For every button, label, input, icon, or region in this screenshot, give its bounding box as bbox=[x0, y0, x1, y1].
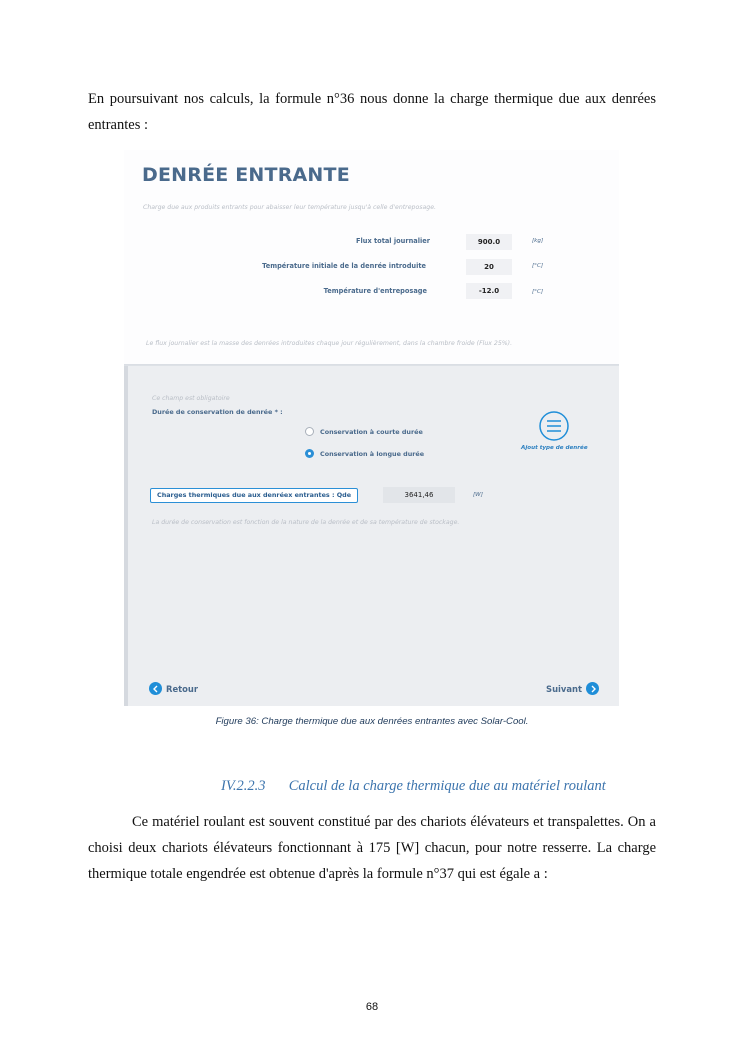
radio-label-longue[interactable]: Conservation à longue durée bbox=[320, 450, 425, 458]
list-menu-icon[interactable] bbox=[538, 410, 570, 442]
figure-caption: Figure 36: Charge thermique due aux denrées entrantes avec Solar-Cool. bbox=[215, 716, 529, 727]
result-label: Charges thermiques due aux denréex entrantes : Qde bbox=[150, 488, 358, 503]
duration-note: La durée de conservation est fonction de la nature de la denrée et de sa température de stockage. bbox=[152, 519, 460, 526]
temp-entreposage-unit: [°C] bbox=[532, 289, 544, 295]
section-heading bbox=[221, 778, 606, 795]
back-button[interactable] bbox=[149, 682, 198, 695]
result-unit: [W] bbox=[473, 492, 483, 498]
temp-initiale-unit: [°C] bbox=[532, 263, 544, 269]
flux-note: Le flux journalier est la masse des denrées introduites chaque jour régulièrement, dans la chambre froide (Flux 25%). bbox=[146, 340, 513, 347]
result-value: 3641,46 bbox=[383, 487, 455, 503]
chevron-left-icon bbox=[149, 682, 162, 695]
radio-label-courte[interactable]: Conservation à courte durée bbox=[320, 428, 423, 436]
flux-unit: [kg] bbox=[532, 238, 544, 244]
panel-subtitle: Charge due aux produits entrants pour abaisser leur température jusqu'à celle d'entreposage. bbox=[143, 204, 436, 211]
add-type-label[interactable]: Ajout type de denrée bbox=[521, 445, 588, 451]
duration-label: Durée de conservation de denrée * : bbox=[152, 408, 283, 416]
panel-title: DENRÉE ENTRANTE bbox=[142, 164, 350, 186]
app-screenshot bbox=[124, 150, 619, 706]
radio-courte-duree[interactable] bbox=[305, 427, 314, 436]
radio-longue-duree[interactable] bbox=[305, 449, 314, 458]
next-button[interactable] bbox=[546, 682, 599, 695]
flux-input[interactable]: 900.0 bbox=[466, 234, 512, 250]
body-paragraph: Ce matériel roulant est souvent constitué par des chariots élévateurs et transpalettes. On a choisi deux chariots élévateurs fonctionnant à 175 [W] chacun, pour notre resserre. La charge thermique totale engendrée est obtenue d'après la formule n°37 qui est égale a : bbox=[88, 814, 656, 882]
temp-initiale-input[interactable]: 20 bbox=[466, 259, 512, 275]
required-note: Ce champ est obligatoire bbox=[152, 395, 230, 402]
chevron-right-icon bbox=[586, 682, 599, 695]
denree-entrante-panel bbox=[124, 150, 619, 364]
field-label-flux: Flux total journalier bbox=[356, 237, 430, 245]
intro-paragraph: En poursuivant nos calculs, la formule n°36 nous donne la charge thermique due aux denrées entrantes : bbox=[88, 91, 656, 133]
next-label: Suivant bbox=[546, 683, 582, 694]
field-label-temp-entreposage: Température d'entreposage bbox=[323, 287, 427, 295]
section-number: IV.2.2.3 bbox=[221, 778, 266, 794]
page-number: 68 bbox=[365, 1001, 379, 1013]
field-label-temp-initiale: Température initiale de la denrée introduite bbox=[262, 262, 426, 270]
temp-entreposage-input[interactable]: -12.0 bbox=[466, 283, 512, 299]
back-label: Retour bbox=[166, 683, 198, 694]
section-title: Calcul de la charge thermique due au matériel roulant bbox=[288, 778, 606, 794]
conservation-panel bbox=[124, 366, 619, 706]
